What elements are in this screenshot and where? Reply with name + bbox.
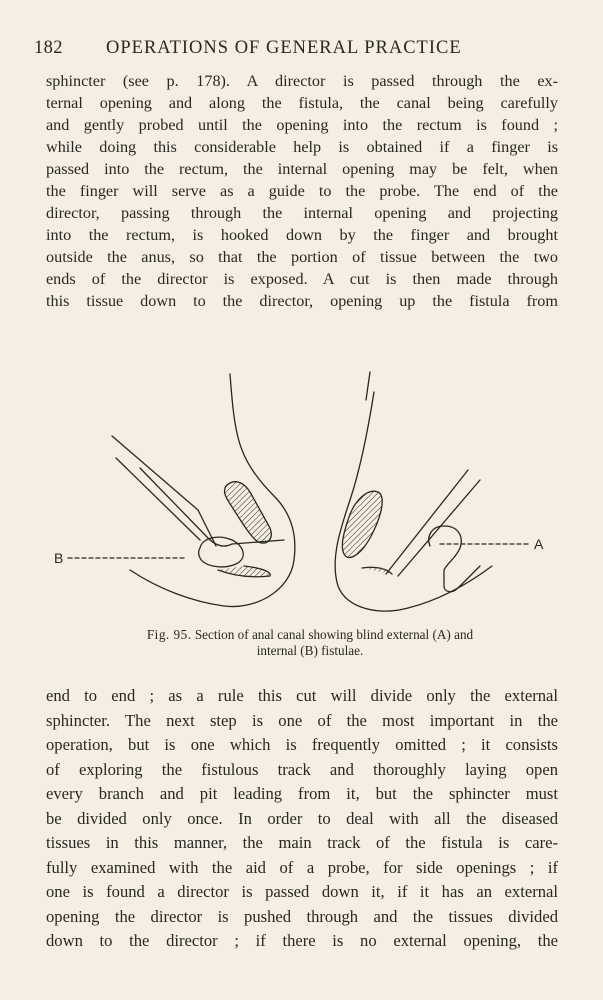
figure-95: [48, 370, 568, 632]
text-line: sphincter. The next step is one of the most important in the: [46, 710, 558, 730]
caption-text-2: internal (B) fistulae.: [256, 643, 364, 658]
text-line: the finger will serve as a guide to the probe. The end of the: [46, 182, 558, 200]
right-hatched-sphincter: [342, 491, 382, 557]
running-head: OPERATIONS OF GENERAL PRACTICE: [106, 38, 462, 58]
text-line: one is found a director is passed down it, if it has an external: [46, 882, 558, 901]
left-pocket-b: [199, 537, 244, 567]
text-line: end to end ; as a rule this cut will divide only the external: [46, 686, 558, 705]
right-section-a: [335, 372, 492, 611]
left-outline: [130, 374, 295, 607]
right-lower-hatched: [362, 567, 392, 574]
text-line: operation, but is one which is frequently omitted ; it consists: [46, 735, 558, 754]
text-line: passed into the rectum, the internal opening may be felt, when: [46, 160, 558, 178]
left-section-b: [112, 374, 295, 607]
page-header: [34, 38, 569, 68]
right-inner-line: [386, 470, 468, 574]
page-number: 182: [34, 38, 63, 58]
text-line: ternal opening and along the fistula, the canal being carefully: [46, 94, 558, 112]
left-hatched-sphincter: [224, 482, 271, 543]
left-lower-hatched: [218, 566, 270, 577]
text-line: sphincter (see p. 178). A director is passed through the ex-: [46, 72, 558, 90]
anal-canal-illustration: [48, 370, 568, 632]
text-line: down to the director ; if there is no external opening, the: [46, 931, 558, 950]
paragraph-1: [46, 70, 558, 312]
text-line: tissues in this manner, the main track of the fistula is care-: [46, 833, 558, 852]
right-pocket-a: [429, 526, 480, 592]
text-line: while doing this considerable help is obtained if a finger is: [46, 138, 558, 156]
left-inner-line-2: [116, 458, 200, 540]
text-line: and gently probed until the opening into the rectum is found ;: [46, 116, 558, 134]
text-line: of exploring the fistulous track and thoroughly laying open: [46, 759, 558, 779]
text-line: director, passing through the internal opening and projecting: [46, 204, 558, 222]
paragraph-2: [46, 684, 558, 954]
text-line: outside the anus, so that the portion of tissue between the two: [46, 248, 558, 266]
figure-caption: [90, 627, 530, 659]
text-line: opening the director is pushed through and the tissues divided: [46, 906, 558, 926]
caption-figure-number: Fig. 95.: [146, 627, 192, 642]
text-line: fully examined with the aid of a probe, for side openings ; if: [46, 857, 558, 877]
label-b: B: [54, 550, 64, 566]
right-inner-line-2: [398, 480, 480, 576]
text-line: every branch and pit leading from it, but the sphincter must: [46, 784, 558, 803]
label-a: A: [534, 536, 544, 552]
right-top-line: [366, 372, 370, 400]
text-line: this tissue down to the director, opening up the fistula from: [46, 292, 558, 310]
caption-text-1: Section of anal canal showing blind external (A) and: [194, 627, 474, 642]
text-line: ends of the director is exposed. A cut is then made through: [46, 270, 558, 288]
text-line: be divided only once. In order to deal with all the diseased: [46, 808, 558, 828]
text-line: into the rectum, is hooked down by the finger and brought: [46, 226, 558, 244]
